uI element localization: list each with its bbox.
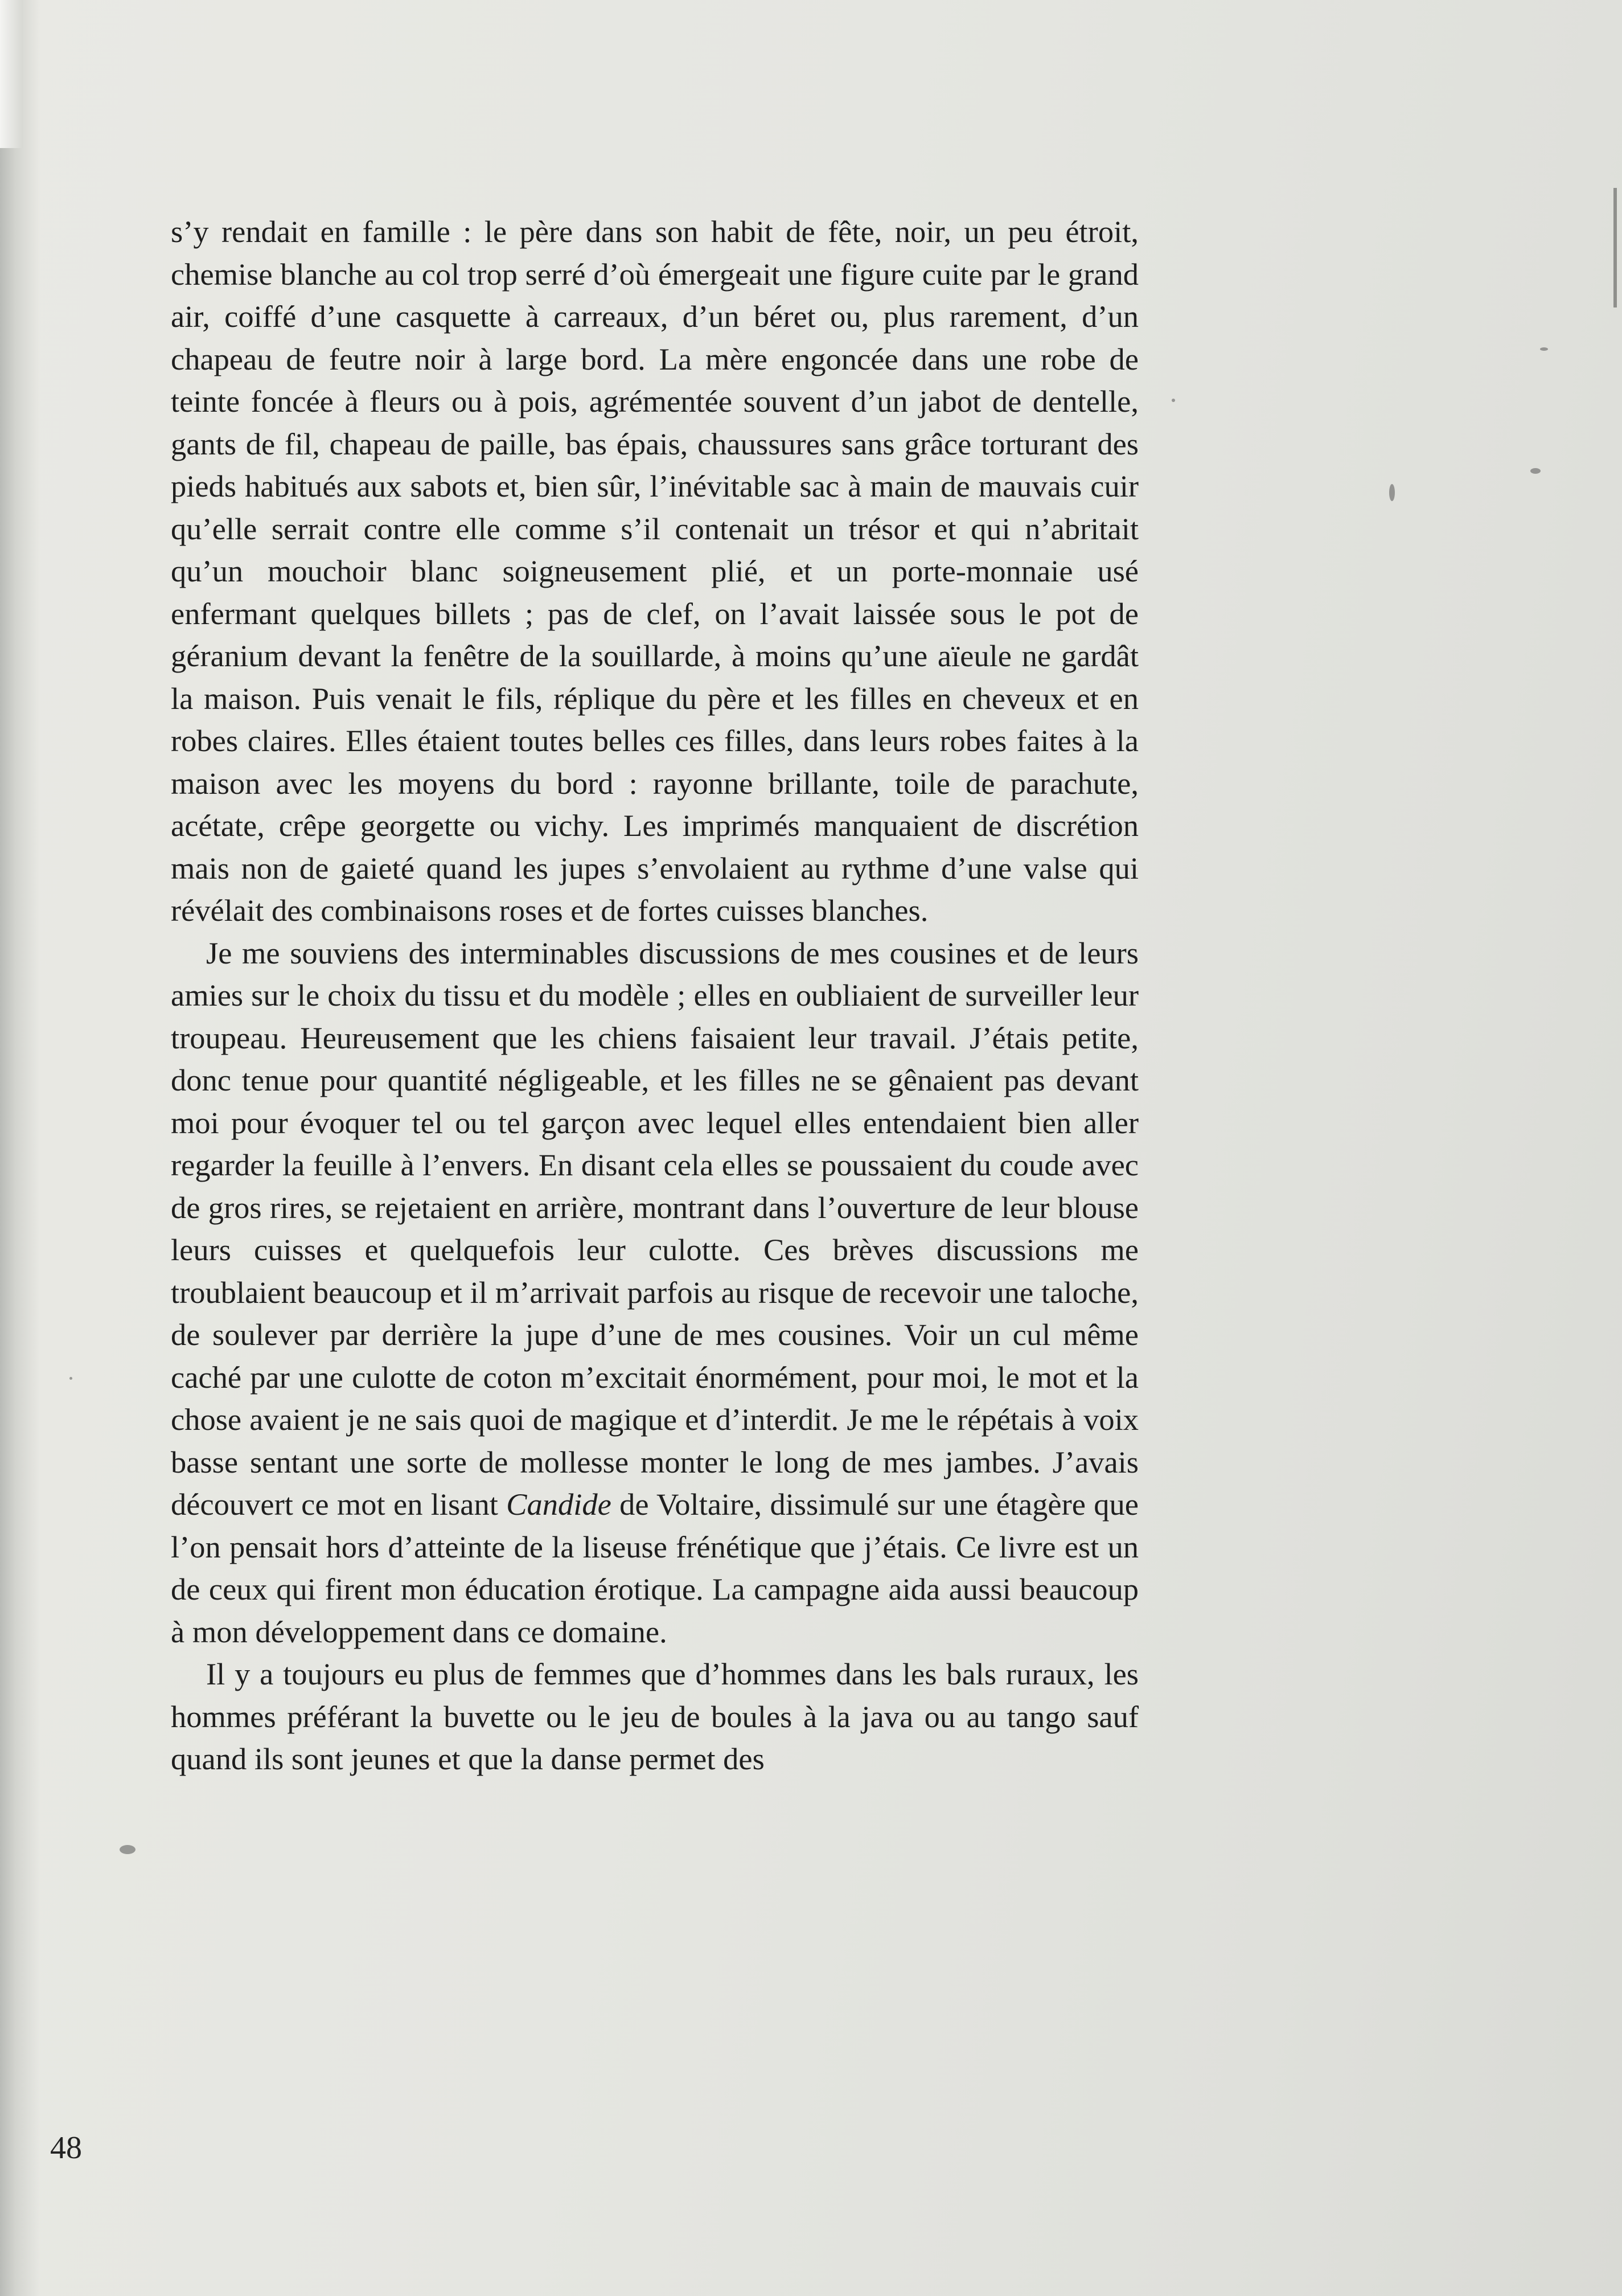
book-title-candide: Candide bbox=[506, 1487, 611, 1522]
paper-speck bbox=[1389, 484, 1395, 501]
paragraph-2-text-after: de Voltaire, dissimulé sur une étagère que l’on pensait hors d’atteinte de la liseuse frénétique que j’étais. Ce livre est un de ceux qui firent mon éducation érotique. La campagne aida aussi beaucoup à mon développement dans ce domaine. bbox=[171, 1487, 1139, 1649]
paragraph-3: Il y a toujours eu plus de femmes que d’hommes dans les bals ruraux, les hommes préférant la buvette ou le jeu de boules à la java ou au tango sauf quand ils sont jeunes et que la danse permet des bbox=[171, 1657, 1139, 1776]
paragraph-2 bbox=[171, 932, 1139, 1654]
paragraph-2-text-before: Je me souviens des interminables discussions de mes cousines et de leurs amies sur le choix du tissu et du modèle ; elles en oubliaient de surveiller leur troupeau. Heureusement que les chiens faisaient leur travail. J’étais petite, donc tenue pour quantité négligeable, et les filles ne se gênaient pas devant moi pour évoquer tel ou tel garçon avec lequel elles entendaient bien aller regarder la feuille à l’envers. En disant cela elles se poussaient du coude avec de gros rires, se rejetaient en arrière, montrant dans l’ouverture de leur blouse leurs cuisses et quelquefois leur culotte. Ces brèves discussions me troublaient beaucoup et il m’arrivait parfois au risque de recevoir une taloche, de soulever par derrière la jupe d’une de mes cousines. Voir un cul même caché par une culotte de coton m’excitait énormément, pour moi, le mot et la chose avaient je ne sais quoi de magique et d’interdit. Je me le répétais à voix basse sentant une sorte de mollesse monter le long de mes jambes. J’avais découvert ce mot en lisant bbox=[171, 935, 1139, 1522]
paper-speck bbox=[120, 1845, 135, 1854]
page-edge-mark bbox=[1613, 188, 1617, 308]
page-gutter-shadow bbox=[0, 0, 40, 2296]
page-number: 48 bbox=[50, 2130, 82, 2166]
paper-speck bbox=[1530, 468, 1541, 474]
body-text bbox=[171, 211, 1139, 1781]
paper-speck bbox=[1172, 399, 1175, 402]
page-corner bbox=[0, 0, 23, 148]
paper-speck bbox=[69, 1377, 72, 1380]
paper-speck bbox=[1540, 347, 1548, 351]
paragraph-1: s’y rendait en famille : le père dans son habit de fête, noir, un peu étroit, chemise blanche au col trop serré d’où émergeait une figure cuite par le grand air, coiffé d’une casquette à carreaux, d’un béret ou, plus rarement, d’un chapeau de feutre noir à large bord. La mère engoncée dans une robe de teinte foncée à fleurs ou à pois, agrémentée souvent d’un jabot de dentelle, gants de fil, chapeau de paille, bas épais, chaussures sans grâce torturant des pieds habitués aux sabots et, bien sûr, l’inévitable sac à main de mauvais cuir qu’elle serrait contre elle comme s’il contenait un trésor et qui n’abritait qu’un mouchoir blanc soigneusement plié, et un porte-monnaie usé enfermant quelques billets ; pas de clef, on l’avait laissée sous le pot de géranium devant la fenêtre de la souillarde, à moins qu’une aïeule ne gardât la maison. Puis venait le fils, réplique du père et les filles en cheveux et en robes claires. Elles étaient toutes belles ces filles, dans leurs robes faites à la maison avec les moyens du bord : rayonne brillante, toile de parachute, acétate, crêpe georgette ou vichy. Les imprimés manquaient de discrétion mais non de gaieté quand les jupes s’envolaient au rythme d’une valse qui révélait des combinaisons roses et de fortes cuisses blanches. bbox=[171, 214, 1139, 928]
